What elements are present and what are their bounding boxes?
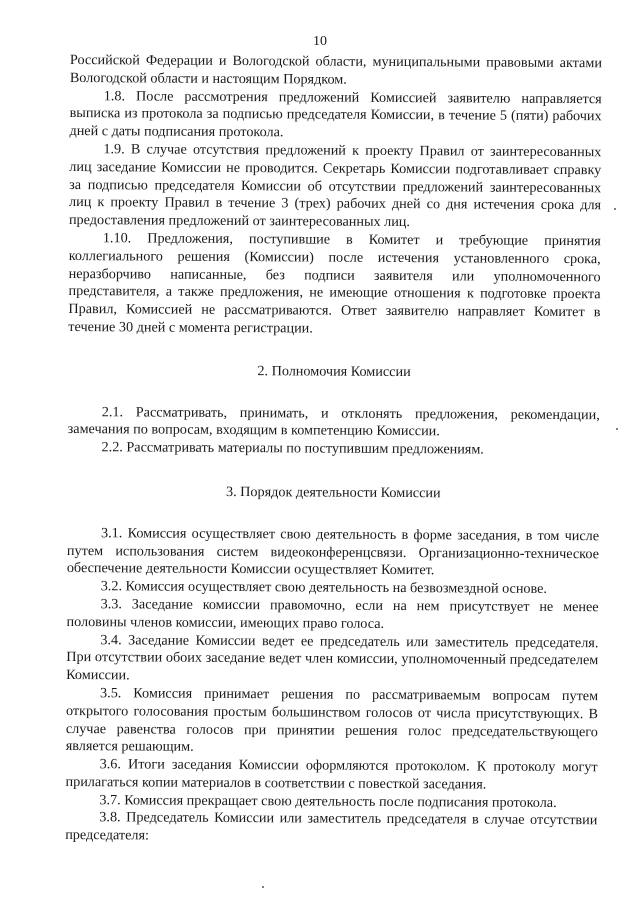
page-number: 10	[313, 34, 327, 49]
paragraph-3-2: 3.2. Комиссия осуществляет свою деятельность на безвозмездной основе.	[100, 578, 548, 598]
paragraph-3-8: 3.8. Председатель Комиссии или заместитель председателя в случае отсутствии председателя:	[65, 809, 598, 844]
paragraph-3-5: 3.5. Комиссия принимает решения по рассматриваемым вопросам путем открытого голосования простым большинством голосов от числа присутствующих. В случае равенства голосов при принятии решения голос председательствующего является решающим.	[65, 685, 599, 756]
paragraph-3-6: 3.6. Итоги заседания Комиссии оформляются протоколом. К протоколу могут прилагаться копии материалов в соответствии с повесткой заседания.	[65, 756, 598, 793]
section-3-heading: 3. Порядок деятельности Комиссии	[225, 483, 441, 502]
paragraph-1-9: 1.9. В случае отсутствия предложений к проекту Правил от заинтересованных лиц заседание Комиссии не проводится. Секретарь Комиссии подготавливает справку за подписью председателя Комиссии об отсутствии предложений заинтересованных лиц к проекту Правил в течение 3 (трех) рабочих дней со дня истечения срока для предоставления предложений от заинтересованных лиц.	[68, 141, 602, 231]
paragraph-2-1: 2.1. Рассматривать, принимать, и отклонять предложения, рекомендации, замечания по вопросам, входящим в компетенцию Комиссии.	[67, 403, 600, 440]
section-2-heading: 2. Полномочия Комиссии	[257, 362, 411, 380]
paragraph-3-1: 3.1. Комиссия осуществляет свою деятельность в форме заседания, в том числе путем использования систем видеоконференцсвязи. Организационно-техническое обеспечение деятельности Комиссии осуществляет Комитет.	[66, 524, 600, 579]
paragraph-3-7: 3.7. Комиссия прекращает свою деятельность после подписания протокола.	[99, 791, 557, 811]
paragraph-2-2: 2.2. Рассматривать материалы по поступившим предложениям.	[101, 439, 484, 458]
paragraph-3-4: 3.4. Заседание Комиссии ведет ее председатель или заместитель председателя. При отсутствии обоих заседание ведет член комиссии, уполномоченный председателем Комиссии.	[66, 631, 599, 684]
paragraph-3-3: 3.3. Заседание комиссии правомочно, если на нем присутствует не менее половины членов комиссии, имеющих право голоса.	[66, 596, 599, 632]
scan-speck	[262, 886, 264, 888]
scan-speck	[614, 208, 616, 210]
document-body	[65, 52, 602, 848]
paragraph-1-10: 1.10. Предложения, поступившие в Комитет и требующие принятия коллегиального решения (Комиссии) после истечения установленного срока, неразборчиво написанные, без подписи заявителя или уполномоченного представителя, а также предложения, не имеющие отношения к подготовке проекта Правил, Комиссией не рассматриваются. Ответ заявителю направляет Комитет в течение 30 дней с момента регистрации.	[68, 230, 601, 337]
intro-paragraph: Российской Федерации и Вологодской области, муниципальными правовыми актами Вологодской области и настоящим Порядком.	[69, 52, 602, 88]
paragraph-1-8: 1.8. После рассмотрения предложений Комиссией заявителю направляется выписка из протокола за подписью председателя Комиссии, в течение 5 (пяти) рабочих дней с даты подписания протокола.	[69, 87, 602, 141]
scan-speck	[616, 428, 618, 430]
